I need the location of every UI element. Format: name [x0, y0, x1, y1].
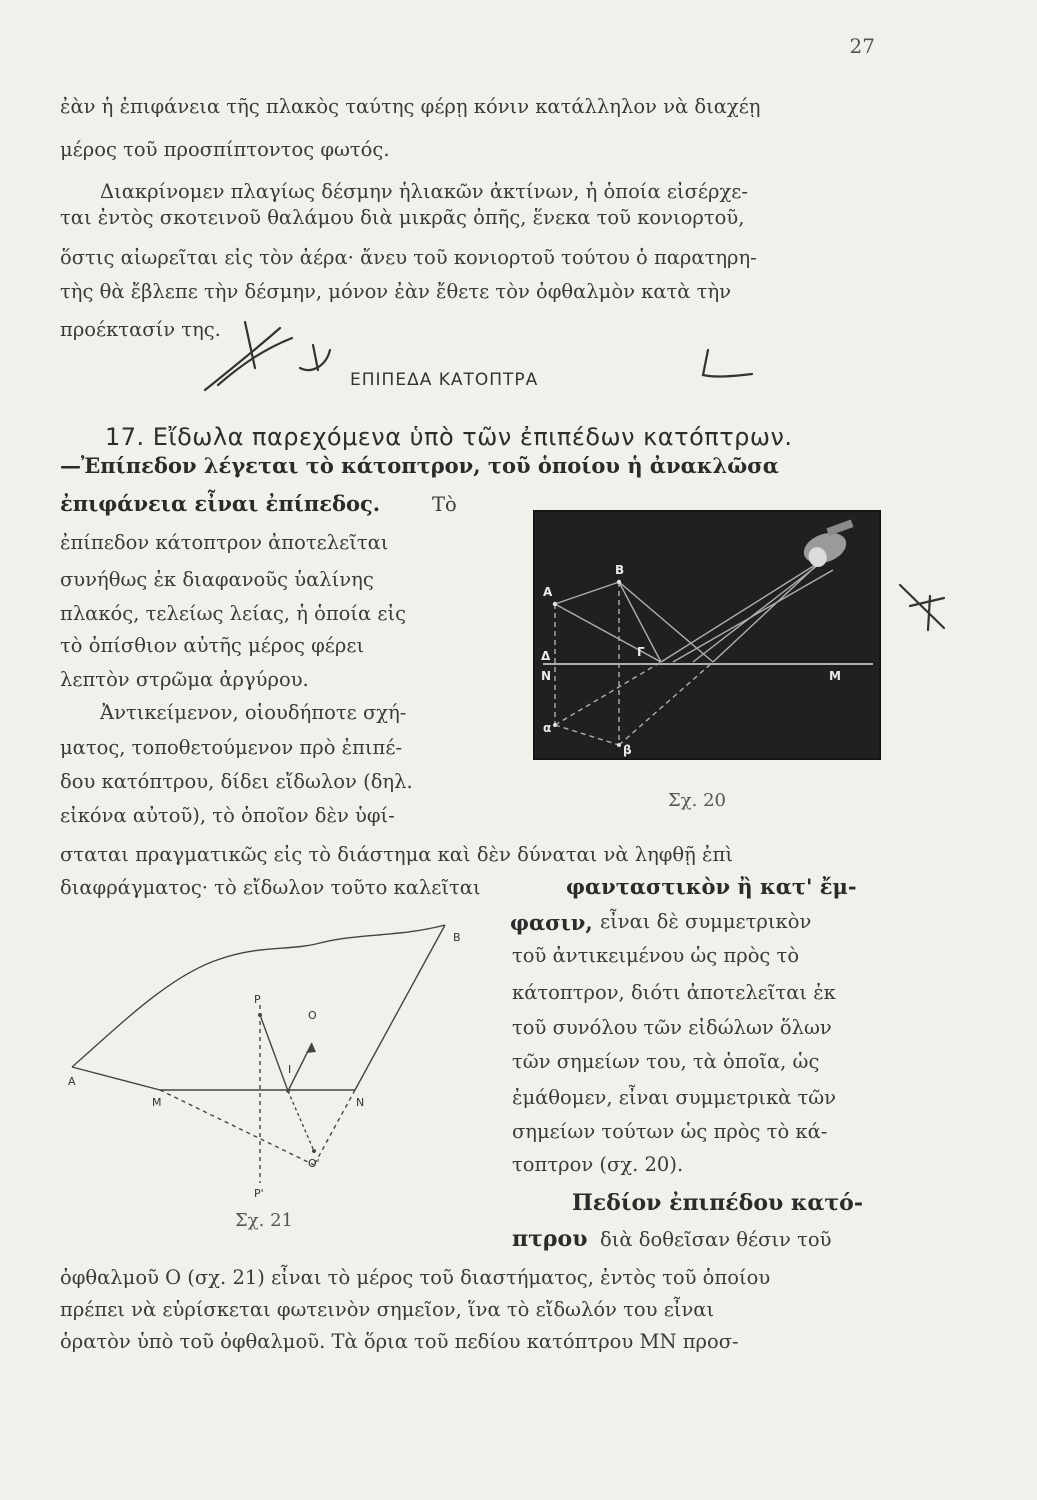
bold-heading: πτρου: [512, 1226, 588, 1252]
text-line: σημείων τούτων ὡς πρὸς τὸ κά-: [512, 1120, 828, 1143]
text-line: τὸ ὀπίσθιον αὐτῆς μέρος φέρει: [60, 634, 365, 657]
text-line: ματος, τοποθετούμενον πρὸ ἐπιπέ-: [60, 736, 403, 759]
text-line: ὅστις αἰωρεῖται εἰς τὸν ἀέρα· ἄνευ τοῦ κονιορτοῦ τούτου ὁ παρατηρη-: [60, 246, 757, 269]
page-number: 27: [849, 34, 875, 58]
section-heading: 17. Εἴδωλα παρεχόμενα ὑπὸ τῶν ἐπιπέδων κατόπτρων.: [105, 423, 793, 451]
text-line: τῶν σημείων του, τὰ ὁποῖα, ὡς: [512, 1050, 820, 1073]
fig20-label: Γ: [637, 645, 645, 659]
text-line: εἶναι δὲ συμμετρικὸν: [600, 910, 812, 933]
text-line: τοῦ ἀντικειμένου ὡς πρὸς τὸ: [512, 944, 800, 967]
bold-term: φασιν,: [510, 910, 593, 935]
text-line: τοῦ συνόλου τῶν εἰδώλων ὅλων: [512, 1016, 832, 1039]
fig20-label: B: [615, 563, 625, 577]
fig20-label: β: [623, 743, 632, 757]
fig21-label: O': [308, 1157, 320, 1170]
text-line: πρέπει νὰ εὑρίσκεται φωτεινὸν σημεῖον, ἵνα τὸ εἴδωλόν του εἶναι: [60, 1298, 715, 1321]
figure-21-diagram: [60, 915, 490, 1205]
text-line: ἐπίπεδον κάτοπτρον ἀποτελεῖται: [60, 531, 389, 554]
text-line: Διακρίνομεν πλαγίως δέσμην ἡλιακῶν ἀκτίνων, ἡ ὁποία εἰσέρχε-: [100, 180, 748, 203]
text-line: ὁρατὸν ὑπὸ τοῦ ὀφθαλμοῦ. Τὰ ὅρια τοῦ πεδίου κατόπτρου ΜΝ προσ-: [60, 1330, 739, 1353]
bold-term: φανταστικὸν ἢ κατ' ἔμ-: [566, 874, 857, 899]
text-line: τὴς θὰ ἔβλεπε τὴν δέσμην, μόνον ἐὰν ἔθετε τὸν ὀφθαλμὸν κατὰ τὴν: [60, 280, 731, 303]
text-line: Τὸ: [432, 493, 457, 516]
text-line: πλακός, τελείως λείας, ἡ ὁποία εἰς: [60, 602, 407, 625]
text-line: προέκτασίν της.: [60, 318, 221, 341]
text-line: ἐμάθομεν, εἶναι συμμετρικὰ τῶν: [512, 1086, 837, 1109]
fig21-label: B: [453, 931, 461, 944]
figure-21-caption: Σχ. 21: [235, 1210, 293, 1231]
fig21-label: N: [356, 1096, 365, 1109]
figure-20-caption: Σχ. 20: [668, 790, 726, 811]
fig21-label: P': [254, 1187, 264, 1200]
figure-20-photo: [533, 510, 881, 760]
fig20-label: Δ: [541, 649, 551, 663]
definition-line: —Ἐπίπεδον λέγεται τὸ κάτοπτρον, τοῦ ὁποίου ἡ ἀνακλῶσα: [60, 453, 779, 478]
text-line: διὰ δοθεῖσαν θέσιν τοῦ: [600, 1228, 832, 1251]
text-line: σταται πραγματικῶς εἰς τὸ διάστημα καὶ δὲν δύναται νὰ ληφθῇ ἐπὶ: [60, 843, 733, 866]
text-line: κάτοπτρον, διότι ἀποτελεῖται ἐκ: [512, 981, 836, 1004]
text-line: Ἀντικείμενον, οἱουδήποτε σχή-: [100, 701, 407, 724]
fig20-label: α: [543, 721, 552, 735]
text-line: ται ἐντὸς σκοτεινοῦ θαλάμου διὰ μικρᾶς ὀπῆς, ἕνεκα τοῦ κονιορτοῦ,: [60, 206, 745, 229]
text-line: ὀφθαλμοῦ Ο (σχ. 21) εἶναι τὸ μέρος τοῦ διαστήματος, ἐντὸς τοῦ ὁποίου: [60, 1266, 771, 1289]
fig21-label: I: [288, 1063, 292, 1076]
bold-heading: Πεδίον ἐπιπέδου κατό-: [572, 1190, 863, 1216]
text-line: λεπτὸν στρῶμα ἀργύρου.: [60, 668, 309, 691]
fig21-label: P: [254, 993, 261, 1006]
text-line: διαφράγματος· τὸ εἴδωλον τοῦτο καλεῖται: [60, 876, 481, 899]
fig21-label: A: [68, 1075, 76, 1088]
fig21-label: O: [308, 1009, 317, 1022]
text-line: συνήθως ἐκ διαφανοῦς ὑαλίνης: [60, 568, 374, 591]
fig20-label: A: [543, 585, 553, 599]
text-line: εἰκόνα αὐτοῦ), τὸ ὁποῖον δὲν ὑφί-: [60, 804, 395, 827]
fig21-label: M: [152, 1096, 162, 1109]
text-line: δου κατόπτρου, δίδει εἴδωλον (δηλ.: [60, 770, 413, 793]
text-line: μέρος τοῦ προσπίπτοντος φωτός.: [60, 138, 390, 161]
fig20-label: M: [829, 669, 841, 683]
fig20-label: N: [541, 669, 552, 683]
text-line: ἐὰν ἡ ἐπιφάνεια τῆς πλακὸς ταύτης φέρῃ κόνιν κατάλληλον νὰ διαχέῃ: [60, 95, 761, 118]
section-title: ΕΠΙΠΕΔΑ ΚΑΤΟΠΤΡΑ: [350, 370, 539, 390]
text-line: τοπτρον (σχ. 20).: [512, 1153, 684, 1176]
definition-line: ἐπιφάνεια εἶναι ἐπίπεδος.: [60, 491, 381, 516]
